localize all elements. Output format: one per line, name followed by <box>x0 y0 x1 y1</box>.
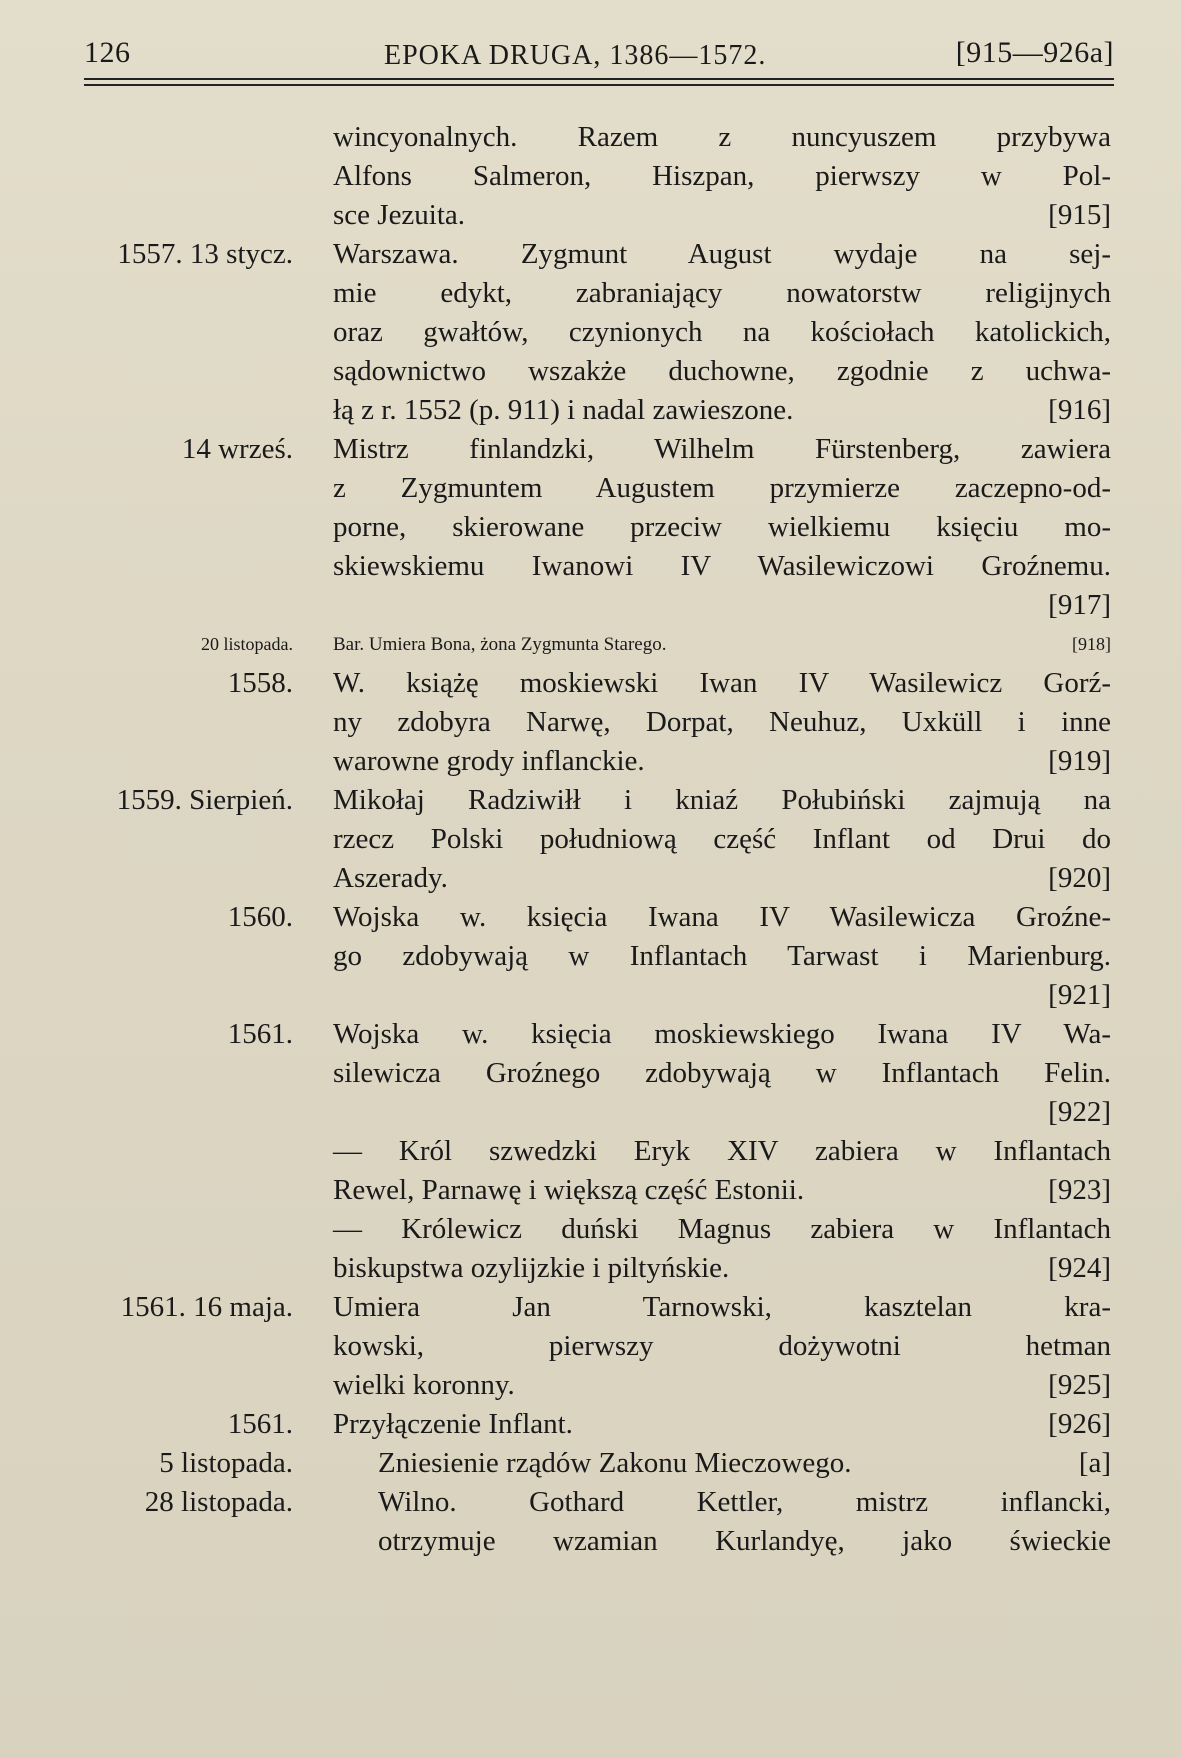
entry-text: ny zdobyra Narwę, Dorpat, Neuhuz, Uxküll i inne <box>333 706 1111 738</box>
entry-line <box>0 1210 1181 1249</box>
entry-text: sądownictwo wszakże duchowne, zgodnie z uchwa- <box>333 355 1111 387</box>
entry-text: Zniesienie rządów Zakonu Mieczowego. <box>378 1447 852 1479</box>
entry-line <box>0 274 1181 313</box>
entry-text: Umiera Jan Tarnowski, kasztelan kra- <box>333 1291 1111 1323</box>
entry-reference-number: [915] <box>1048 199 1111 231</box>
entry-text: Wojska w. księcia Iwana IV Wasilewicza Groźne- <box>333 901 1111 933</box>
entry-line <box>0 1444 1181 1483</box>
entry-line <box>0 157 1181 196</box>
entry-date: 14 wrześ. <box>181 433 293 465</box>
entry-range: [915—926a] <box>955 36 1114 69</box>
entry-text: W. książę moskiewski Iwan IV Wasilewicz Gorź- <box>333 667 1111 699</box>
entry-text: mie edykt, zabraniający nowatorstw religijnych <box>333 277 1111 309</box>
entry-line <box>0 586 1181 625</box>
entry-line <box>0 1093 1181 1132</box>
entry-reference-number: [925] <box>1048 1369 1111 1401</box>
entry-reference-number: [923] <box>1048 1174 1111 1206</box>
entry-text: go zdobywają w Inflantach Tarwast i Marienburg. <box>333 940 1111 972</box>
entry-line <box>0 742 1181 781</box>
entry-line <box>0 1366 1181 1405</box>
entry-reference-number: [922] <box>1048 1096 1111 1128</box>
entry-reference-number: [926] <box>1048 1408 1111 1440</box>
entry-text: sce Jezuita. <box>333 199 466 231</box>
entry-line <box>0 1327 1181 1366</box>
header-rule-bottom <box>84 84 1114 86</box>
entry-text: Rewel, Parnawę i większą część Estonii. <box>333 1174 805 1206</box>
entry-text: warowne grody inflanckie. <box>333 745 645 777</box>
entry-reference-number: [a] <box>1078 1447 1111 1479</box>
entry-date: 1561. 16 maja. <box>120 1291 293 1323</box>
entry-text: porne, skierowane przeciw wielkiemu księciu mo- <box>333 511 1111 543</box>
entry-reference-number: [919] <box>1048 745 1111 777</box>
entry-line <box>0 1405 1181 1444</box>
entry-line <box>0 352 1181 391</box>
entry-text: Wojska w. księcia moskiewskiego Iwana IV Wa- <box>333 1018 1111 1050</box>
entry-date: 20 listopada. <box>201 634 293 654</box>
entry-line <box>0 976 1181 1015</box>
entry-reference-number: [918] <box>1072 634 1111 654</box>
entry-text: silewicza Groźnego zdobywają w Inflantach Felin. <box>333 1057 1111 1089</box>
entry-date: 1559. Sierpień. <box>116 784 293 816</box>
page-header <box>84 28 1114 76</box>
entry-text: Aszerady. <box>333 862 448 894</box>
entry-text: biskupstwa ozylijzkie i piltyńskie. <box>333 1252 730 1284</box>
chronicle-entries <box>0 118 1181 1561</box>
entry-text: rzecz Polski południową część Inflant od Drui do <box>333 823 1111 855</box>
page-number: 126 <box>84 36 131 69</box>
entry-text: Przyłączenie Inflant. <box>333 1408 573 1440</box>
entry-text: Wilno. Gothard Kettler, mistrz inflancki, <box>378 1486 1111 1518</box>
entry-line <box>0 898 1181 937</box>
entry-reference-number: [916] <box>1048 394 1111 426</box>
entry-date: 1560. <box>227 901 293 933</box>
entry-line <box>0 235 1181 274</box>
entry-text: skiewskiemu Iwanowi IV Wasilewiczowi Groźnemu. <box>333 550 1111 582</box>
entry-text: wincyonalnych. Razem z nuncyuszem przybywa <box>333 121 1111 153</box>
entry-line <box>0 1522 1181 1561</box>
running-title: EPOKA DRUGA, 1386—1572. <box>384 40 767 71</box>
entry-line <box>0 625 1181 664</box>
entry-text: Mikołaj Radziwiłł i kniaź Połubiński zajmują na <box>333 784 1111 816</box>
entry-text: z Zygmuntem Augustem przymierze zaczepno-od- <box>333 472 1111 504</box>
entry-date: 5 listopada. <box>159 1447 293 1479</box>
entry-text: Bar. Umiera Bona, żona Zygmunta Starego. <box>333 634 667 655</box>
entry-line <box>0 469 1181 508</box>
entry-line <box>0 859 1181 898</box>
entry-text: — Król szwedzki Eryk XIV zabiera w Inflantach <box>333 1135 1111 1167</box>
entry-line <box>0 781 1181 820</box>
entry-line <box>0 664 1181 703</box>
entry-line <box>0 430 1181 469</box>
entry-text: otrzymuje wzamian Kurlandyę, jako świeckie <box>378 1525 1111 1557</box>
entry-line <box>0 196 1181 235</box>
entry-line <box>0 1015 1181 1054</box>
entry-line <box>0 313 1181 352</box>
entry-line <box>0 1483 1181 1522</box>
entry-text: łą z r. 1552 (p. 911) i nadal zawieszone. <box>333 394 794 426</box>
entry-reference-number: [924] <box>1048 1252 1111 1284</box>
entry-date: 1558. <box>227 667 293 699</box>
entry-line <box>0 820 1181 859</box>
entry-text: kowski, pierwszy dożywotni hetman <box>333 1330 1111 1362</box>
entry-text: oraz gwałtów, czynionych na kościołach katolickich, <box>333 316 1111 348</box>
entry-text: wielki koronny. <box>333 1369 515 1401</box>
entry-reference-number: [921] <box>1048 979 1111 1011</box>
entry-line <box>0 1132 1181 1171</box>
entry-line <box>0 937 1181 976</box>
entry-date: 28 listopada. <box>144 1486 293 1518</box>
entry-date: 1561. <box>227 1018 293 1050</box>
entry-line <box>0 1288 1181 1327</box>
entry-text: Mistrz finlandzki, Wilhelm Fürstenberg, zawiera <box>333 433 1111 465</box>
entry-text: Alfons Salmeron, Hiszpan, pierwszy w Pol- <box>333 160 1111 192</box>
entry-line <box>0 1054 1181 1093</box>
entry-text: Warszawa. Zygmunt August wydaje na sej- <box>333 238 1111 270</box>
entry-date: 1557. 13 stycz. <box>117 238 293 270</box>
entry-line <box>0 1171 1181 1210</box>
entry-text: — Królewicz duński Magnus zabiera w Inflantach <box>333 1213 1111 1245</box>
entry-date: 1561. <box>227 1408 293 1440</box>
entry-line <box>0 391 1181 430</box>
entry-reference-number: [917] <box>1048 589 1111 621</box>
entry-line <box>0 508 1181 547</box>
entry-line <box>0 1249 1181 1288</box>
entry-reference-number: [920] <box>1048 862 1111 894</box>
entry-line <box>0 703 1181 742</box>
header-rule-top <box>84 78 1114 80</box>
entry-line <box>0 547 1181 586</box>
entry-line <box>0 118 1181 157</box>
